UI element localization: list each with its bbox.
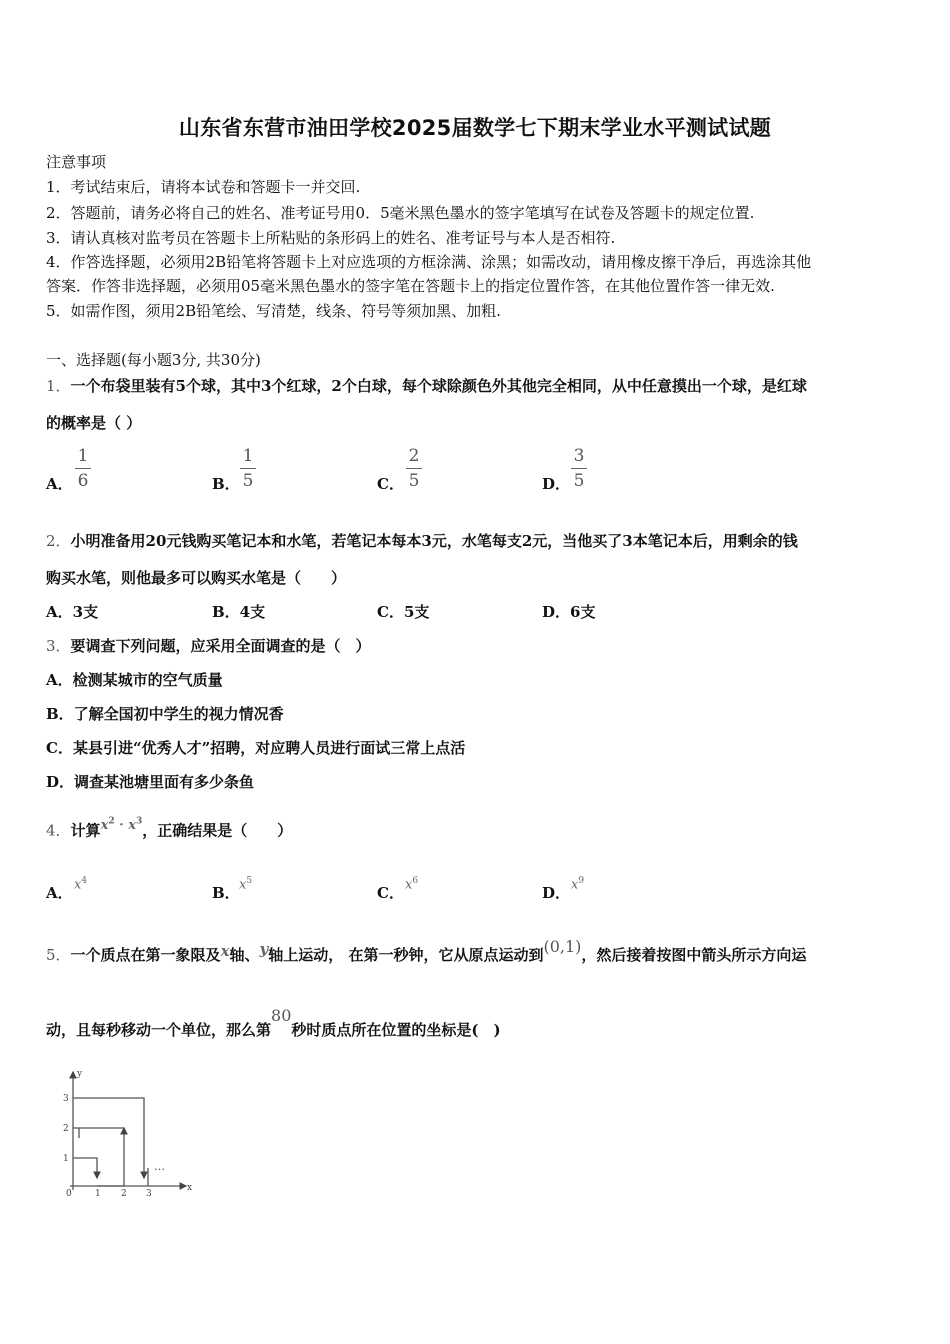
question-3-stem: 3．要调查下列问题，应采用全面调查的是（ ） xyxy=(46,637,371,655)
question-number: 4． xyxy=(46,821,71,840)
option-d: D．调查某池塘里面有多少条鱼 xyxy=(46,773,255,791)
notice-item: 4．作答选择题，必须用2B铅笔将答题卡上对应选项的方框涂满、涂黑；如需改动，请用橡皮擦干净后，再选涂其他 xyxy=(46,253,812,271)
option-a-expression: $x^4$ xyxy=(74,876,88,893)
question-number: 1． xyxy=(46,377,71,395)
x-tick-label: 1 xyxy=(95,1189,101,1198)
x-tick-label: 2 xyxy=(121,1189,127,1198)
option-b-fraction: 1 5 xyxy=(240,446,256,491)
y-tick-label: 3 xyxy=(63,1094,69,1104)
option-a-label: A． xyxy=(46,884,73,902)
page-title: 山东省东营市油田学校2025届数学七下期末学业水平测试试题 xyxy=(178,116,772,140)
path-step-1 xyxy=(73,1158,97,1178)
question-number: 3． xyxy=(46,637,71,655)
notice-item: 1．考试结束后，请将本试卷和答题卡一并交回. xyxy=(46,178,361,196)
y-axis-label: y xyxy=(77,1069,83,1079)
option-c: C．5支 xyxy=(377,603,430,621)
option-b-expression: $x^5$ xyxy=(239,876,253,893)
x-tick-label: 3 xyxy=(146,1189,152,1198)
question-2-line2: 购买水笔，则他最多可以购买水笔是（ ） xyxy=(46,569,347,587)
option-b-label: B． xyxy=(212,884,240,902)
option-a-label: A． xyxy=(46,475,73,493)
question-2-line1: 2．小明准备用20元钱购买笔记本和水笔，若笔记本每本3元，水笔每支2元，当他买了3本笔记本后，用剩余的钱 xyxy=(46,532,798,550)
motion-diagram xyxy=(56,1066,196,1198)
notice-heading: 注意事项 xyxy=(46,153,107,171)
question-number: 2． xyxy=(46,532,71,550)
option-c-label: C． xyxy=(377,884,404,902)
y-tick-label: 2 xyxy=(63,1124,69,1134)
origin-label: 0 xyxy=(66,1189,72,1198)
path-step-4 xyxy=(73,1098,144,1178)
option-c-fraction: 2 5 xyxy=(406,446,422,491)
option-b-label: B． xyxy=(212,475,240,493)
y-tick-label: 1 xyxy=(63,1154,69,1164)
x-axis-label: x xyxy=(187,1183,193,1193)
option-d: D．6支 xyxy=(542,603,596,621)
option-d-label: D． xyxy=(542,475,571,493)
option-c-label: C． xyxy=(377,475,404,493)
option-a: A．检测某城市的空气质量 xyxy=(46,671,223,689)
option-d-label: D． xyxy=(542,884,571,902)
option-a: A．3支 xyxy=(46,603,99,621)
question-5-line2: 动，且每秒移动一个单位，那么第80秒时质点所在位置的坐标是( ) xyxy=(46,1006,501,1039)
section-heading: 一、选择题(每小题3分, 共30分) xyxy=(46,351,261,369)
notice-item: 2．答题前，请务必将自己的姓名、准考证号用0．5毫米黑色墨水的签字笔填写在试卷及答题卡的规定位置. xyxy=(46,204,755,222)
option-a-fraction: 1 6 xyxy=(75,446,91,491)
option-b: B．了解全国初中学生的视力情况香 xyxy=(46,705,284,723)
option-d-fraction: 3 5 xyxy=(571,446,587,491)
question-4-stem: 4．计算$x^2 \cdot x^3$，正确结果是（ ） xyxy=(46,817,293,840)
path-step-2 xyxy=(97,1128,124,1186)
q4-expression: $x^2 \cdot x^3$ xyxy=(100,817,143,834)
notice-item: 3．请认真核对监考员在答题卡上所粘贴的条形码上的姓名、准考证号与本人是否相符. xyxy=(46,229,616,247)
notice-item: 5．如需作图，须用2B铅笔绘、写清楚，线条、符号等须加黑、加粗. xyxy=(46,302,501,320)
question-1-line1: 1．一个布袋里装有5个球，其中3个红球，2个白球，每个球除颜色外其他完全相同，从中任意摸出一个球，是红球 xyxy=(46,377,807,395)
q5-seconds: 80 xyxy=(271,1006,292,1025)
option-d-expression: $x^9$ xyxy=(571,876,585,893)
question-5-line1: 5．一个质点在第一象限及x轴、y轴上运动， 在第一秒钟，它从原点运动到(0,1)，然后接着按图中箭头所示方向运 xyxy=(46,937,807,964)
q5-point: (0,1) xyxy=(543,937,582,956)
notice-item: 答案．作答非选择题，必须用05毫米黑色墨水的签字笔在答题卡上的指定位置作答，在其他位置作答一律无效. xyxy=(46,277,775,295)
option-b: B．4支 xyxy=(212,603,266,621)
ellipsis-label: … xyxy=(154,1160,165,1173)
question-1-line2: 的概率是（ ） xyxy=(46,414,142,432)
option-c-expression: $x^6$ xyxy=(405,876,419,893)
question-number: 5． xyxy=(46,946,71,964)
option-c: C．某县引进“优秀人才”招聘，对应聘人员进行面试三常上点活 xyxy=(46,739,466,757)
